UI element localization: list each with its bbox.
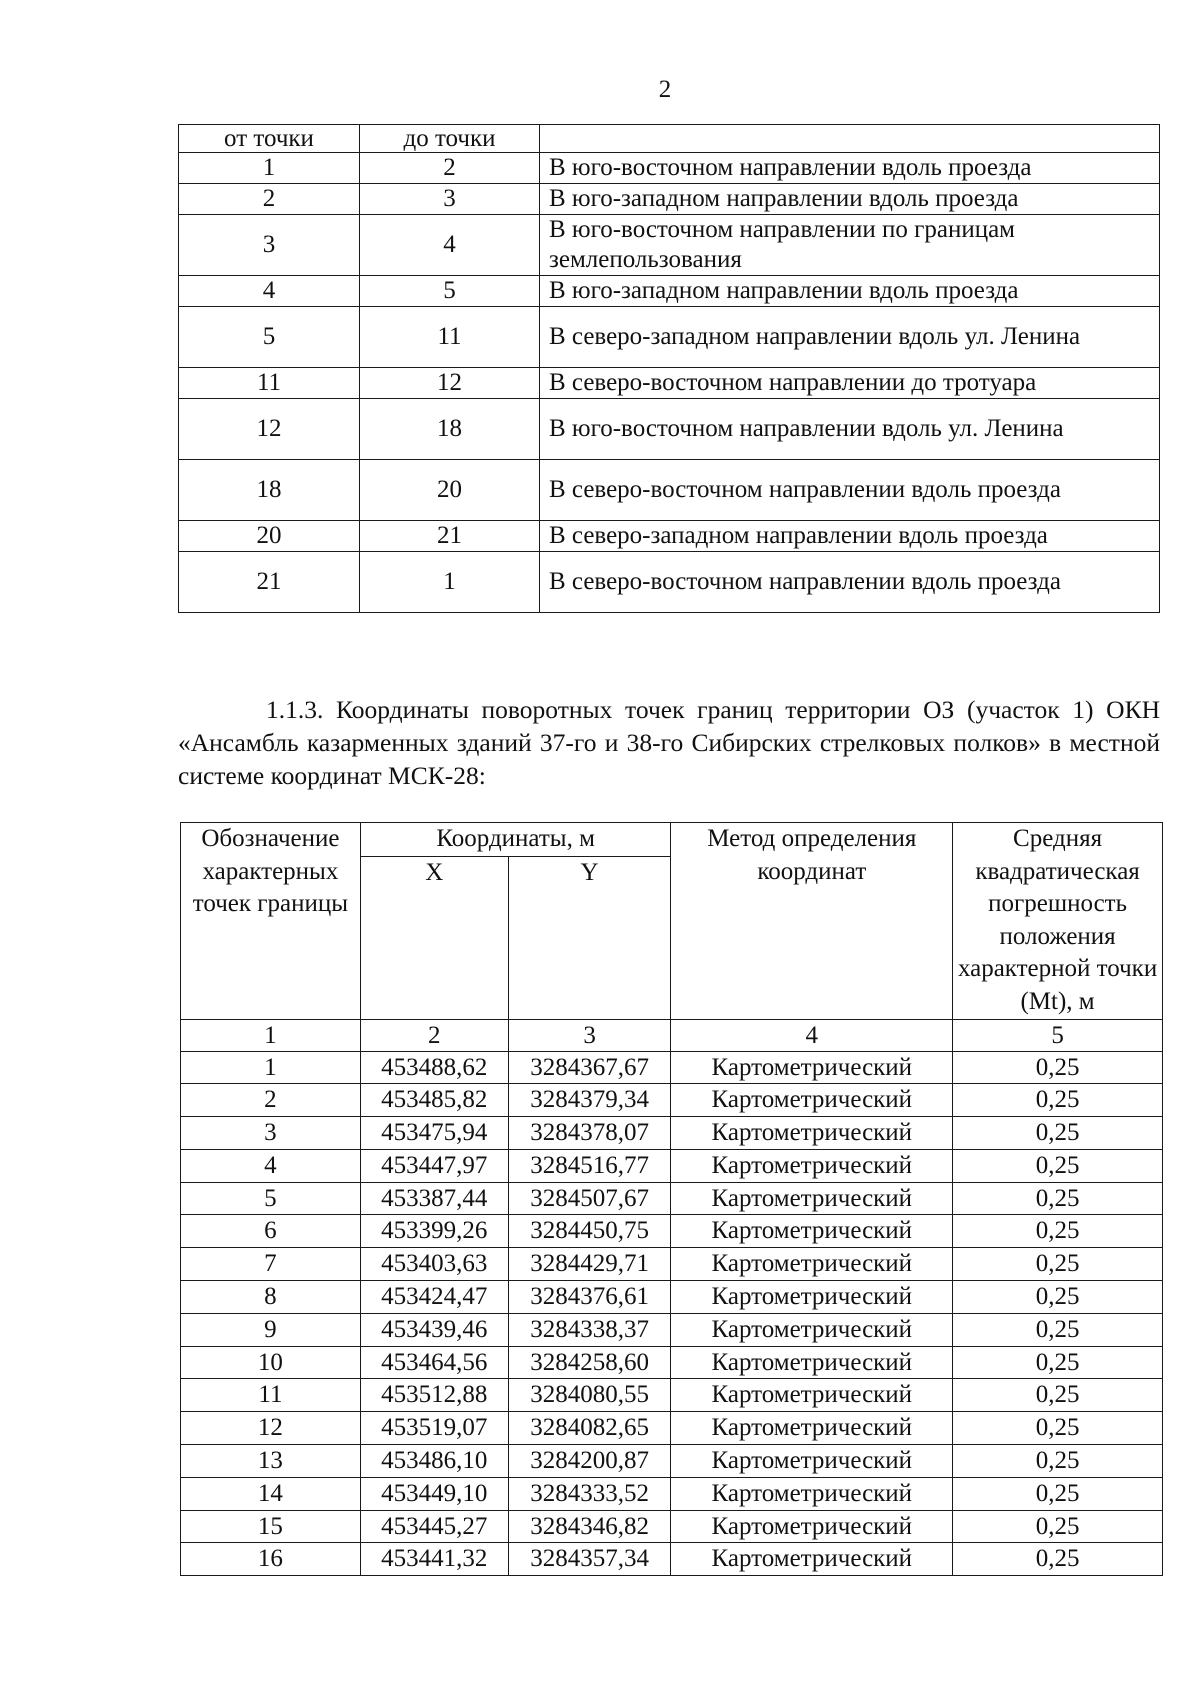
y-coordinate-cell: 3284516,77 bbox=[508, 1149, 671, 1182]
direction-cell: В юго-западном направлении вдоль проезда bbox=[540, 184, 1160, 215]
y-coordinate-cell: 3284376,61 bbox=[508, 1281, 671, 1314]
point-number-cell: 16 bbox=[181, 1543, 361, 1576]
point-number-cell: 6 bbox=[181, 1215, 361, 1248]
y-coordinate-cell: 3284082,65 bbox=[508, 1412, 671, 1445]
error-cell: 0,25 bbox=[953, 1051, 1163, 1084]
table-row bbox=[179, 399, 1160, 460]
y-coordinate-cell: 3284258,60 bbox=[508, 1346, 671, 1379]
x-coordinate-cell: 453486,10 bbox=[360, 1445, 508, 1478]
point-number-cell: 12 bbox=[181, 1412, 361, 1445]
to-point-cell: 2 bbox=[360, 153, 540, 184]
table-row bbox=[181, 1215, 1163, 1248]
error-cell: 0,25 bbox=[953, 1281, 1163, 1314]
header-from-point: от точки bbox=[179, 125, 360, 153]
table-row bbox=[179, 153, 1160, 184]
y-coordinate-cell: 3284450,75 bbox=[508, 1215, 671, 1248]
direction-cell: В северо-западном направлении вдоль проезда bbox=[540, 521, 1160, 552]
error-cell: 0,25 bbox=[953, 1182, 1163, 1215]
route-table-header bbox=[179, 125, 1160, 153]
table-row bbox=[181, 1477, 1163, 1510]
y-coordinate-cell: 3284357,34 bbox=[508, 1543, 671, 1576]
point-number-cell: 10 bbox=[181, 1346, 361, 1379]
error-cell: 0,25 bbox=[953, 1445, 1163, 1478]
table-row bbox=[181, 1543, 1163, 1576]
error-cell: 0,25 bbox=[953, 1215, 1163, 1248]
point-number-cell: 7 bbox=[181, 1248, 361, 1281]
error-cell: 0,25 bbox=[953, 1313, 1163, 1346]
header-y: Y bbox=[508, 856, 671, 1019]
header-method: Метод определения координат bbox=[671, 823, 953, 1020]
header-coordinates: Координаты, м bbox=[360, 823, 671, 857]
direction-cell: В северо-восточном направлении до тротуара bbox=[540, 368, 1160, 399]
method-cell: Картометрический bbox=[671, 1215, 953, 1248]
method-cell: Картометрический bbox=[671, 1051, 953, 1084]
point-number-cell: 5 bbox=[181, 1182, 361, 1215]
table-row bbox=[181, 1281, 1163, 1314]
from-point-cell: 21 bbox=[179, 552, 360, 613]
x-coordinate-cell: 453512,88 bbox=[360, 1379, 508, 1412]
x-coordinate-cell: 453399,26 bbox=[360, 1215, 508, 1248]
method-cell: Картометрический bbox=[671, 1510, 953, 1543]
column-number: 5 bbox=[953, 1019, 1163, 1051]
method-cell: Картометрический bbox=[671, 1084, 953, 1117]
error-cell: 0,25 bbox=[953, 1346, 1163, 1379]
direction-cell: В юго-восточном направлении вдоль ул. Ленина bbox=[540, 399, 1160, 460]
point-number-cell: 4 bbox=[181, 1149, 361, 1182]
from-point-cell: 1 bbox=[179, 153, 360, 184]
header-error: Средняя квадратическая погрешность положения характерной точки (Mt), м bbox=[953, 823, 1163, 1020]
column-number: 4 bbox=[671, 1019, 953, 1051]
point-number-cell: 13 bbox=[181, 1445, 361, 1478]
page-number: 2 bbox=[658, 76, 672, 103]
column-number: 3 bbox=[508, 1019, 671, 1051]
y-coordinate-cell: 3284379,34 bbox=[508, 1084, 671, 1117]
to-point-cell: 11 bbox=[360, 307, 540, 368]
x-coordinate-cell: 453445,27 bbox=[360, 1510, 508, 1543]
from-point-cell: 11 bbox=[179, 368, 360, 399]
table-row bbox=[181, 1084, 1163, 1117]
coord-header-row bbox=[181, 823, 1163, 857]
from-point-cell: 3 bbox=[179, 215, 360, 276]
direction-cell: В северо-восточном направлении вдоль проезда bbox=[540, 460, 1160, 521]
point-number-cell: 15 bbox=[181, 1510, 361, 1543]
from-point-cell: 2 bbox=[179, 184, 360, 215]
table-row bbox=[181, 1412, 1163, 1445]
table-row bbox=[181, 1149, 1163, 1182]
method-cell: Картометрический bbox=[671, 1149, 953, 1182]
table-row bbox=[181, 1346, 1163, 1379]
table-row bbox=[181, 1313, 1163, 1346]
table-row bbox=[181, 1117, 1163, 1150]
table-row bbox=[179, 460, 1160, 521]
x-coordinate-cell: 453403,63 bbox=[360, 1248, 508, 1281]
coordinates-paragraph bbox=[178, 693, 1160, 792]
to-point-cell: 20 bbox=[360, 460, 540, 521]
from-point-cell: 20 bbox=[179, 521, 360, 552]
header-x: X bbox=[360, 856, 508, 1019]
y-coordinate-cell: 3284338,37 bbox=[508, 1313, 671, 1346]
direction-cell: В юго-восточном направлении вдоль проезда bbox=[540, 153, 1160, 184]
paragraph-text: 1.1.3. Координаты поворотных точек границ территории ОЗ (участок 1) ОКН «Ансамбль казарменных зданий 37-го и 38-го Сибирских стрелковых полков» в местной системе координат МСК-28: bbox=[178, 695, 1160, 790]
method-cell: Картометрический bbox=[671, 1182, 953, 1215]
point-number-cell: 8 bbox=[181, 1281, 361, 1314]
header-to-point: до точки bbox=[360, 125, 540, 153]
to-point-cell: 1 bbox=[360, 552, 540, 613]
y-coordinate-cell: 3284346,82 bbox=[508, 1510, 671, 1543]
y-coordinate-cell: 3284507,67 bbox=[508, 1182, 671, 1215]
x-coordinate-cell: 453449,10 bbox=[360, 1477, 508, 1510]
x-coordinate-cell: 453387,44 bbox=[360, 1182, 508, 1215]
table-row bbox=[181, 1510, 1163, 1543]
to-point-cell: 18 bbox=[360, 399, 540, 460]
y-coordinate-cell: 3284429,71 bbox=[508, 1248, 671, 1281]
point-number-cell: 2 bbox=[181, 1084, 361, 1117]
x-coordinate-cell: 453485,82 bbox=[360, 1084, 508, 1117]
method-cell: Картометрический bbox=[671, 1543, 953, 1576]
y-coordinate-cell: 3284333,52 bbox=[508, 1477, 671, 1510]
table-row bbox=[181, 1379, 1163, 1412]
x-coordinate-cell: 453447,97 bbox=[360, 1149, 508, 1182]
point-number-cell: 11 bbox=[181, 1379, 361, 1412]
column-number: 2 bbox=[360, 1019, 508, 1051]
to-point-cell: 3 bbox=[360, 184, 540, 215]
method-cell: Картометрический bbox=[671, 1379, 953, 1412]
to-point-cell: 4 bbox=[360, 215, 540, 276]
column-number: 1 bbox=[181, 1019, 361, 1051]
table-row bbox=[181, 1248, 1163, 1281]
header-description bbox=[540, 125, 1160, 153]
table-row bbox=[181, 1051, 1163, 1084]
point-number-cell: 3 bbox=[181, 1117, 361, 1150]
error-cell: 0,25 bbox=[953, 1117, 1163, 1150]
error-cell: 0,25 bbox=[953, 1084, 1163, 1117]
direction-cell: В северо-восточном направлении вдоль проезда bbox=[540, 552, 1160, 613]
point-number-cell: 14 bbox=[181, 1477, 361, 1510]
table-row bbox=[179, 307, 1160, 368]
to-point-cell: 5 bbox=[360, 276, 540, 307]
error-cell: 0,25 bbox=[953, 1543, 1163, 1576]
to-point-cell: 12 bbox=[360, 368, 540, 399]
method-cell: Картометрический bbox=[671, 1445, 953, 1478]
error-cell: 0,25 bbox=[953, 1379, 1163, 1412]
method-cell: Картометрический bbox=[671, 1117, 953, 1150]
x-coordinate-cell: 453441,32 bbox=[360, 1543, 508, 1576]
x-coordinate-cell: 453475,94 bbox=[360, 1117, 508, 1150]
route-table bbox=[178, 124, 1160, 613]
x-coordinate-cell: 453439,46 bbox=[360, 1313, 508, 1346]
point-number-cell: 1 bbox=[181, 1051, 361, 1084]
y-coordinate-cell: 3284200,87 bbox=[508, 1445, 671, 1478]
error-cell: 0,25 bbox=[953, 1248, 1163, 1281]
to-point-cell: 21 bbox=[360, 521, 540, 552]
from-point-cell: 4 bbox=[179, 276, 360, 307]
table-row bbox=[181, 1182, 1163, 1215]
error-cell: 0,25 bbox=[953, 1477, 1163, 1510]
table-row bbox=[179, 184, 1160, 215]
table-row bbox=[179, 215, 1160, 276]
x-coordinate-cell: 453424,47 bbox=[360, 1281, 508, 1314]
x-coordinate-cell: 453464,56 bbox=[360, 1346, 508, 1379]
from-point-cell: 18 bbox=[179, 460, 360, 521]
error-cell: 0,25 bbox=[953, 1149, 1163, 1182]
direction-cell: В юго-восточном направлении по границам землепользования bbox=[540, 215, 1160, 276]
error-cell: 0,25 bbox=[953, 1510, 1163, 1543]
method-cell: Картометрический bbox=[671, 1477, 953, 1510]
point-number-cell: 9 bbox=[181, 1313, 361, 1346]
table-row bbox=[179, 276, 1160, 307]
error-cell: 0,25 bbox=[953, 1412, 1163, 1445]
method-cell: Картометрический bbox=[671, 1313, 953, 1346]
y-coordinate-cell: 3284080,55 bbox=[508, 1379, 671, 1412]
y-coordinate-cell: 3284378,07 bbox=[508, 1117, 671, 1150]
direction-cell: В юго-западном направлении вдоль проезда bbox=[540, 276, 1160, 307]
y-coordinate-cell: 3284367,67 bbox=[508, 1051, 671, 1084]
table-row bbox=[179, 368, 1160, 399]
method-cell: Картометрический bbox=[671, 1412, 953, 1445]
coordinates-table bbox=[180, 822, 1163, 1576]
header-designation: Обозначение характерных точек границы bbox=[181, 823, 361, 1020]
method-cell: Картометрический bbox=[671, 1281, 953, 1314]
from-point-cell: 12 bbox=[179, 399, 360, 460]
column-number-row bbox=[181, 1019, 1163, 1051]
method-cell: Картометрический bbox=[671, 1248, 953, 1281]
table-row bbox=[179, 521, 1160, 552]
x-coordinate-cell: 453519,07 bbox=[360, 1412, 508, 1445]
from-point-cell: 5 bbox=[179, 307, 360, 368]
method-cell: Картометрический bbox=[671, 1346, 953, 1379]
table-row bbox=[179, 552, 1160, 613]
direction-cell: В северо-западном направлении вдоль ул. Ленина bbox=[540, 307, 1160, 368]
table-row bbox=[181, 1445, 1163, 1478]
x-coordinate-cell: 453488,62 bbox=[360, 1051, 508, 1084]
